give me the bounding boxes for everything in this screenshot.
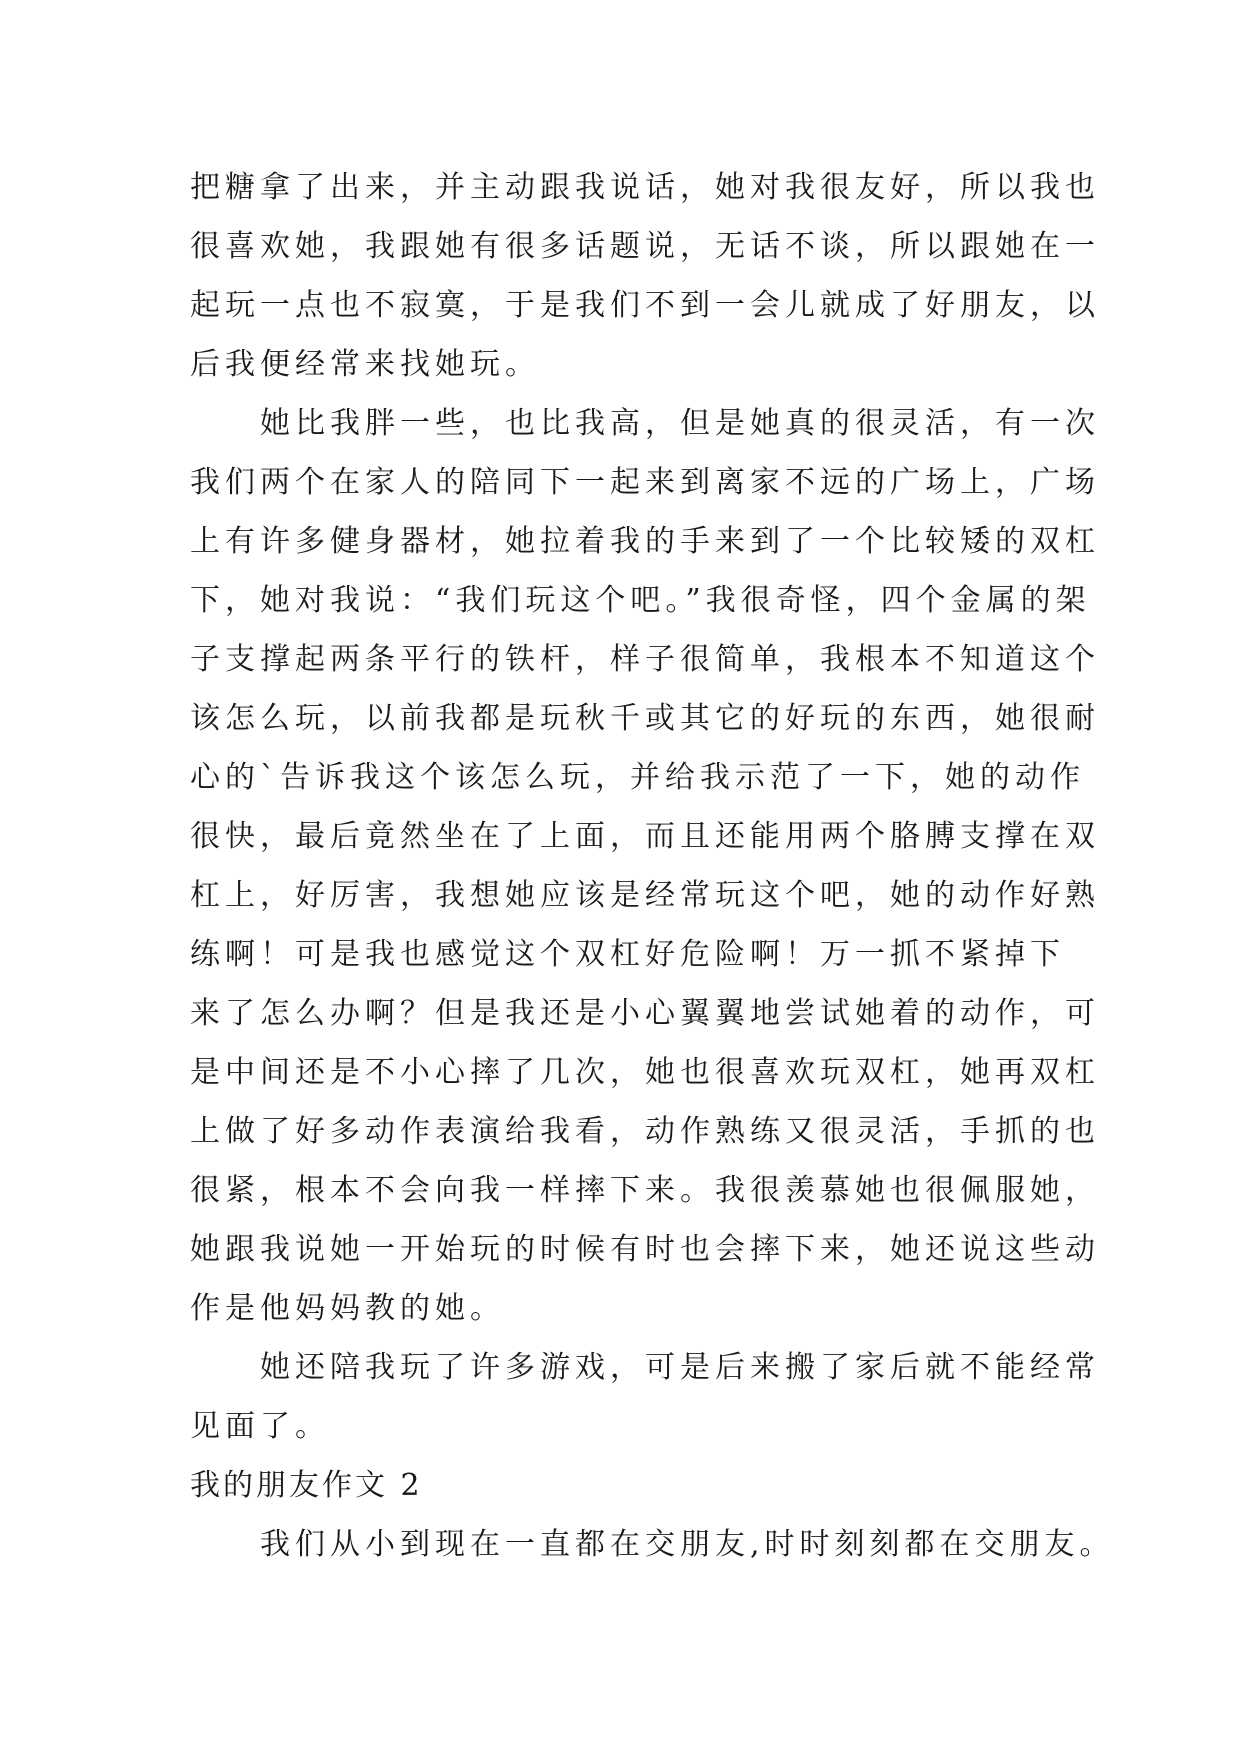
text-line: 很快，最后竟然坐在了上面，而且还能用两个胳膊支撑在双 [190,819,1100,854]
text-line: 心的`告诉我这个该怎么玩，并给我示范了一下，她的动作 [190,760,1085,795]
text-line: 她比我胖一些，也比我高，但是她真的很灵活，有一次 [190,406,1100,441]
text-line: 我们两个在家人的陪同下一起来到离家不远的广场上，广场 [190,465,1100,500]
text-line: 作是他妈妈教的她。 [190,1291,505,1326]
text-line: 很紧，根本不会向我一样摔下来。我很羡慕她也很佩服她， [190,1173,1100,1208]
text-line: 子支撑起两条平行的铁杆，样子很简单，我根本不知道这个 [190,642,1100,677]
text-line: 很喜欢她，我跟她有很多话题说，无话不谈，所以跟她在一 [190,229,1100,264]
text-line: 把糖拿了出来，并主动跟我说话，她对我很友好，所以我也 [190,170,1100,205]
text-line: 见面了。 [190,1409,330,1444]
text-line: 上有许多健身器材，她拉着我的手来到了一个比较矮的双杠 [190,524,1100,559]
text-line: 练啊！可是我也感觉这个双杠好危险啊！万一抓不紧掉下 [190,937,1065,972]
text-line: 来了怎么办啊？但是我还是小心翼翼地尝试她着的动作，可 [190,996,1100,1031]
text-line: 下，她对我说：“我们玩这个吧。”我很奇怪，四个金属的架 [190,583,1091,618]
text-line: 我们从小到现在一直都在交朋友,时时刻刻都在交朋友。 [190,1527,1115,1562]
text-line: 她还陪我玩了许多游戏，可是后来搬了家后就不能经常 [190,1350,1100,1385]
text-line: 是中间还是不小心摔了几次，她也很喜欢玩双杠，她再双杠 [190,1055,1100,1090]
section-heading: 我的朋友作文 2 [190,1468,423,1503]
text-line: 杠上，好厉害，我想她应该是经常玩这个吧，她的动作好熟 [190,878,1100,913]
text-line: 起玩一点也不寂寞，于是我们不到一会儿就成了好朋友，以 [190,288,1100,323]
text-line: 她跟我说她一开始玩的时候有时也会摔下来，她还说这些动 [190,1232,1100,1267]
text-line: 上做了好多动作表演给我看，动作熟练又很灵活，手抓的也 [190,1114,1100,1149]
text-line: 该怎么玩，以前我都是玩秋千或其它的好玩的东西，她很耐 [190,701,1100,736]
text-line: 后我便经常来找她玩。 [190,347,540,382]
document-body [190,158,1115,1574]
